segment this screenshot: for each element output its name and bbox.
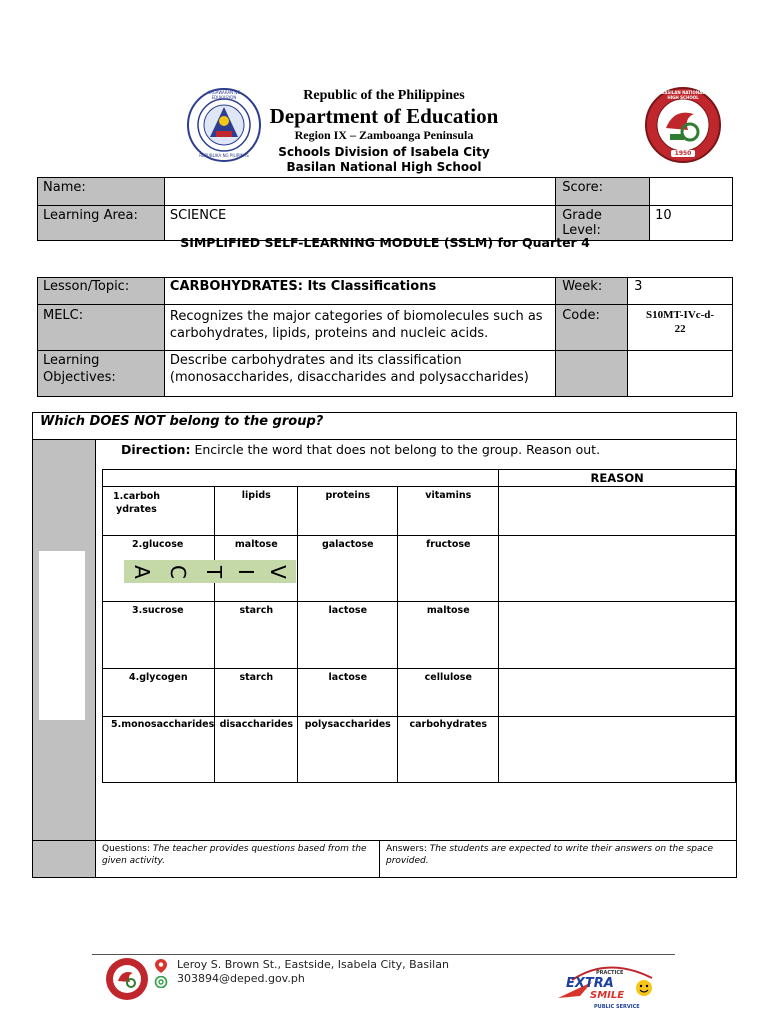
footer-address: Leroy S. Brown St., Eastside, Isabela City, Basilan — [177, 958, 449, 971]
objectives-line-1: Describe carbohydrates and its classification — [169, 353, 462, 368]
footer-rule — [92, 954, 675, 955]
objectives-label-line-2: Objectives: — [43, 370, 116, 385]
school-seal-year: 1950 — [671, 150, 695, 157]
side-label-letter: I — [233, 568, 258, 575]
grade-level-value: 10 — [650, 206, 733, 241]
activity-side-divider — [95, 440, 96, 877]
answers-label: Answers: — [386, 844, 427, 854]
word-cell[interactable]: 4.glycogen — [103, 669, 215, 717]
melc-value — [164, 305, 555, 351]
activity-side-label-text — [124, 560, 296, 583]
lesson-topic-value: CARBOHYDRATES: Its Classifications — [164, 278, 555, 305]
email-icon — [154, 973, 168, 985]
word-cell[interactable]: 5.monosaccharides — [103, 717, 215, 783]
word-cell[interactable]: cellulose — [398, 669, 499, 717]
melc-line-1: Recognizes the major categories of biomolecules such as — [169, 309, 543, 324]
word-cell[interactable]: proteins — [298, 487, 398, 536]
answers-note — [386, 843, 731, 867]
name-label: Name: — [38, 178, 165, 206]
objectives-label-line-1: Learning — [43, 353, 100, 368]
footer-contact — [177, 958, 449, 986]
activity-heading: Which DOES NOT belong to the group? — [40, 414, 324, 429]
word-cell[interactable]: fructose — [398, 536, 499, 602]
week-value: 3 — [628, 278, 733, 305]
footer-school-seal — [105, 957, 149, 1001]
word-cell[interactable]: starch — [215, 669, 298, 717]
word-cell[interactable]: polysaccharides — [298, 717, 398, 783]
activity-side-white-box — [39, 551, 85, 720]
word-cell[interactable]: vitamins — [398, 487, 499, 536]
header-region: Region IX – Zamboanga Peninsula — [294, 128, 474, 142]
questions-text-1: The teacher provides questions based from the — [152, 844, 367, 854]
word-cell[interactable]: lactose — [298, 669, 398, 717]
reason-header: REASON — [499, 470, 736, 487]
questions-note — [102, 843, 374, 867]
melc-line-2: carbohydrates, lipids, proteins and nucleic acids. — [169, 326, 489, 341]
letterhead-school — [250, 145, 518, 175]
answers-text-2: provided. — [386, 856, 429, 866]
side-label-letter: A — [130, 564, 155, 579]
header-school: Basilan National High School — [286, 160, 482, 174]
side-label-letter: T — [202, 565, 227, 578]
direction-text — [121, 442, 600, 457]
learning-area-label: Learning Area: — [38, 206, 165, 241]
badge-main-text: EXTRA — [566, 976, 614, 991]
word-cell[interactable]: maltose — [215, 536, 298, 602]
word-cell[interactable]: 2.glucose — [103, 536, 215, 602]
objectives-label — [38, 351, 165, 397]
code-label: Code: — [556, 305, 628, 351]
badge-sub-text: SMILE — [590, 990, 625, 1001]
word-cell[interactable]: carbohydrates — [398, 717, 499, 783]
reason-answer-cell[interactable] — [499, 536, 736, 602]
letterhead — [250, 87, 518, 143]
week-label: Week: — [556, 278, 628, 305]
side-label-letter: C — [166, 564, 191, 579]
student-info-table — [37, 177, 733, 241]
questions-text-2: given activity. — [102, 856, 165, 866]
reason-answer-cell[interactable] — [499, 717, 736, 783]
qa-side-cell — [33, 841, 95, 877]
location-pin-icon — [155, 958, 167, 972]
activity-grid — [102, 469, 736, 783]
learning-area-value: SCIENCE — [164, 206, 555, 241]
reason-answer-cell[interactable] — [499, 487, 736, 536]
module-title: SIMPLIFIED SELF-LEARNING MODULE (SSLM) for Quarter 4 — [180, 235, 590, 250]
badge-bottom-text: PUBLIC SERVICE — [594, 1004, 640, 1010]
name-field[interactable] — [164, 178, 555, 206]
direction-body: Encircle the word that does not belong to the group. Reason out. — [194, 442, 601, 457]
deped-seal-ring-text: KAGAWARAN NG EDUKASYON — [207, 90, 241, 100]
grid-header-blank — [103, 470, 499, 487]
row1-word1-line2: ydrates — [116, 504, 157, 515]
score-label: Score: — [556, 178, 650, 206]
code-value — [628, 305, 733, 351]
direction-label: Direction: — [121, 442, 191, 457]
word-cell[interactable]: disaccharides — [215, 717, 298, 783]
lesson-topic-label: Lesson/Topic: — [38, 278, 165, 305]
questions-label: Questions: — [102, 844, 150, 854]
answers-text-1: The students are expected to write their answers on the space — [429, 844, 713, 854]
word-cell[interactable]: 3.sucrose — [103, 602, 215, 669]
objectives-value — [164, 351, 555, 397]
code-line-2: 22 — [674, 323, 686, 335]
header-division: Schools Division of Isabela City — [278, 145, 490, 159]
word-cell[interactable]: starch — [215, 602, 298, 669]
word-cell[interactable]: maltose — [398, 602, 499, 669]
melc-label: MELC: — [38, 305, 165, 351]
word-cell[interactable]: lipids — [215, 487, 298, 536]
grade-level-label: Grade Level: — [556, 206, 650, 241]
objectives-empty-cell — [628, 351, 733, 397]
objectives-grey-cell — [556, 351, 628, 397]
code-line-1: S10MT-IVc-d- — [646, 309, 715, 321]
reason-answer-cell[interactable] — [499, 602, 736, 669]
school-seal — [644, 86, 722, 164]
side-label-letter: V — [265, 564, 290, 579]
badge-top-text: PRACTICE — [596, 970, 624, 976]
header-department: Department of Education — [269, 104, 499, 128]
header-republic: Republic of the Philippines — [303, 88, 465, 103]
score-field[interactable] — [650, 178, 733, 206]
qa-row-divider — [32, 840, 737, 841]
qa-middle-divider — [379, 840, 380, 878]
extra-smile-badge — [552, 962, 664, 1014]
footer-email[interactable]: 303894@deped.gov.ph — [177, 972, 305, 985]
word-cell[interactable]: lactose — [298, 602, 398, 669]
activity-heading-divider — [32, 439, 737, 440]
word-cell[interactable] — [103, 487, 215, 536]
row1-word1-line1: 1.carboh — [113, 491, 161, 502]
school-seal-ring-text: BASILAN NATIONAL HIGH SCHOOL — [661, 90, 705, 100]
objectives-line-2: (monosaccharides, disaccharides and polysaccharides) — [169, 370, 529, 385]
reason-answer-cell[interactable] — [499, 669, 736, 717]
deped-seal-bottom-text: REPUBLIKA NG PILIPINAS — [199, 153, 249, 158]
word-cell[interactable]: galactose — [298, 536, 398, 602]
lesson-info-table — [37, 277, 733, 397]
